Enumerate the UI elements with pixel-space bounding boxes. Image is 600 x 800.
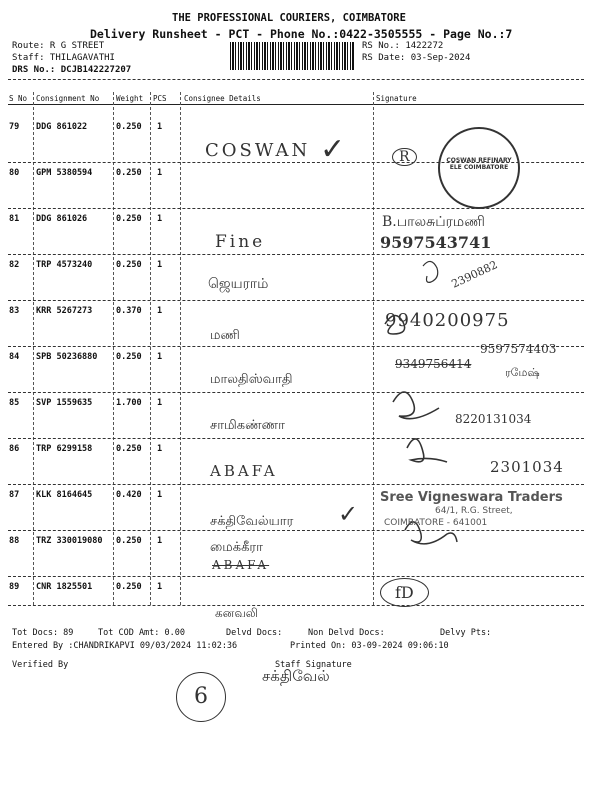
handwritten-consignee: மைக்கீரா: [210, 540, 263, 555]
col-header-pcs: PCS: [153, 94, 167, 103]
row-weight: 0.250: [116, 352, 142, 362]
row-weight: 0.250: [116, 122, 142, 132]
handwritten-consignee: சக்திவேல்யார: [210, 514, 294, 529]
col-header-consignment: Consignment No: [36, 94, 100, 103]
row-consignment: SPB 50236880: [36, 352, 98, 362]
signature-mark: fD: [380, 578, 429, 607]
checkmark: ✓: [320, 132, 346, 167]
handwritten-name: ரமேஷ்: [505, 366, 540, 379]
row-pcs: 1: [157, 168, 163, 178]
row-consignment: TRZ 330019080: [36, 536, 103, 546]
row-sno: 79: [9, 122, 20, 132]
col-header-consignee: Consignee Details: [184, 94, 261, 103]
handwritten-consignee: மாலதிஸ்வாதி: [210, 372, 293, 387]
row-pcs: 1: [157, 352, 163, 362]
handwritten-signature: 9940200975: [385, 310, 510, 331]
row-pcs: 1: [157, 398, 163, 408]
header-rule-top: [8, 79, 584, 80]
company-stamp: [438, 127, 520, 209]
signature-scribble: [375, 252, 595, 652]
row-pcs: 1: [157, 582, 163, 592]
handwritten-name: B.பாலசுப்ரமணி: [382, 214, 485, 230]
row-sno: 84: [9, 352, 20, 362]
col-divider: [113, 92, 114, 605]
trader-stamp-address: COIMBATORE - 641001: [384, 518, 488, 528]
row-consignment: DDG 861026: [36, 214, 88, 224]
col-divider: [373, 92, 374, 605]
handwritten-number: 2301034: [490, 458, 564, 476]
handwritten-number: 9349756414: [395, 357, 472, 371]
row-sno: 89: [9, 582, 20, 592]
handwritten-consignee: Fine: [215, 232, 266, 252]
col-header-sno: S No: [9, 94, 28, 103]
row-weight: 0.250: [116, 444, 142, 454]
header-rule-bottom: [8, 104, 584, 105]
runsheet-subtitle: Delivery Runsheet - PCT - Phone No.:0422-3505555 - Page No.:7: [90, 27, 513, 41]
company-title: THE PROFESSIONAL COURIERS, COIMBATORE: [172, 12, 406, 24]
row-pcs: 1: [157, 444, 163, 454]
row-pcs: 1: [157, 260, 163, 270]
row-sno: 80: [9, 168, 20, 178]
row-pcs: 1: [157, 214, 163, 224]
handwritten-consignee: ABAFA: [210, 462, 278, 480]
rs-date: RS Date: 03-Sep-2024: [362, 53, 471, 63]
row-weight: 0.420: [116, 490, 142, 500]
row-pcs: 1: [157, 490, 163, 500]
verified-by: Verified By: [12, 660, 69, 670]
entered-by: Entered By :CHANDRIKAPVI 09/03/2024 11:02:36: [12, 641, 238, 651]
checkmark: ✓: [338, 500, 359, 528]
row-weight: 0.250: [116, 168, 142, 178]
rs-number: RS No.: 1422272: [362, 41, 444, 51]
row-sno: 82: [9, 260, 20, 270]
non-delivered-docs: Non Delvd Docs:: [308, 628, 385, 638]
row-weight: 0.250: [116, 536, 142, 546]
row-separator: [8, 208, 584, 209]
row-consignment: DDG 861022: [36, 122, 88, 132]
row-consignment: KRR 5267273: [36, 306, 93, 316]
row-weight: 0.250: [116, 582, 142, 592]
row-pcs: 1: [157, 306, 163, 316]
col-header-weight: Weight: [116, 94, 144, 103]
row-weight: 0.250: [116, 214, 142, 224]
total-docs: Tot Docs: 89: [12, 628, 74, 638]
row-consignment: SVP 1559635: [36, 398, 93, 408]
handwritten-consignee: கனவலி: [215, 606, 259, 620]
staff-signature-label: Staff Signature: [275, 660, 352, 670]
stamp-text: COSWAN REFINARY ELE COIMBATORE: [446, 157, 512, 171]
delivered-docs: Delvd Docs:: [226, 628, 283, 638]
handwritten-consignee: ABAFA: [212, 558, 270, 572]
col-header-signature: Signature: [376, 94, 417, 103]
drs-number: DRS No.: DCJB142227207: [12, 65, 132, 75]
row-weight: 0.250: [116, 260, 142, 270]
row-sno: 85: [9, 398, 20, 408]
staff-signature: சக்திவேல்: [262, 667, 330, 685]
trader-stamp-address: 64/1, R.G. Street,: [435, 506, 513, 516]
staff-label: Staff: THILAGAVATHI: [12, 53, 115, 63]
handwritten-consignee: மணி: [210, 328, 240, 343]
row-sno: 86: [9, 444, 20, 454]
row-consignment: TRP 6299158: [36, 444, 93, 454]
row-weight: 0.370: [116, 306, 142, 316]
col-divider: [150, 92, 151, 605]
row-sno: 83: [9, 306, 20, 316]
route-label: Route: R G STREET: [12, 41, 105, 51]
handwritten-number: 8220131034: [455, 412, 532, 426]
row-consignment: CNR 1825501: [36, 582, 93, 592]
row-sno: 87: [9, 490, 20, 500]
row-pcs: 1: [157, 536, 163, 546]
row-consignment: GPM 5380594: [36, 168, 93, 178]
total-cod: Tot COD Amt: 0.00: [98, 628, 185, 638]
handwritten-number: 2390882: [449, 258, 500, 291]
row-weight: 1.700: [116, 398, 142, 408]
verification-mark: 6: [176, 672, 226, 722]
barcode: [230, 42, 355, 70]
handwritten-consignee: COSWAN: [205, 140, 311, 161]
delivery-points: Delvy Pts:: [440, 628, 492, 638]
signature-mark: R: [392, 148, 417, 166]
printed-on: Printed On: 03-09-2024 09:06:10: [290, 641, 449, 651]
row-consignment: TRP 4573240: [36, 260, 93, 270]
row-consignment: KLK 8164645: [36, 490, 93, 500]
col-divider: [180, 92, 181, 605]
col-divider: [33, 92, 34, 605]
handwritten-consignee: ஜெயராம்: [208, 276, 269, 292]
row-sno: 88: [9, 536, 20, 546]
handwritten-consignee: சாமிகண்ணா: [210, 418, 285, 433]
row-pcs: 1: [157, 122, 163, 132]
row-sno: 81: [9, 214, 20, 224]
handwritten-number: 9597574403: [480, 342, 557, 356]
handwritten-phone: 9597543741: [380, 233, 492, 252]
trader-stamp-name: Sree Vigneswara Traders: [380, 490, 563, 505]
